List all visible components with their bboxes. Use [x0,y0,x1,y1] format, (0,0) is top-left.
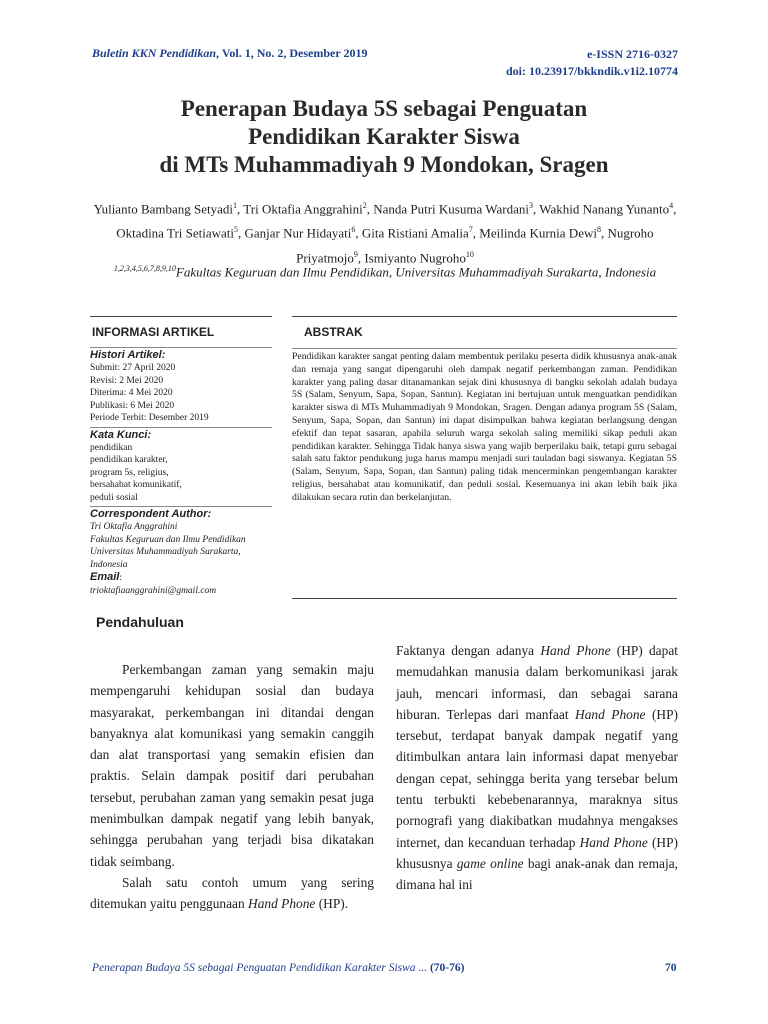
history-item: Submit: 27 April 2020 [90,363,176,373]
author-name: Ganjar Nur Hidayati [244,225,352,241]
paragraph: Perkembangan zaman yang semakin maju mempengaruhi kehidupan sosial dan budaya masyarakat, perkembangan ini ditandai dengan banyaknya alat komunikasi yang semakin canggih dan alat transportasi yang semakin efisien dan praktis. Selain dampak positif dari perubahan tersebut, perubahan zaman yang semakin pesat juga menimbulkan dampak negatif yang lebih banyak, sehingga perubahan yang terjadi bisa dikatakan tidak seimbang. [90,662,374,869]
history-item: Diterima: 4 Mei 2020 [90,388,173,398]
author-name: Nugroho Priyatmojo [296,225,654,265]
correspondent-line: Fakultas Keguruan dan Ilmu Pendidikan [90,534,246,545]
history-title: Histori Artikel: [90,349,166,361]
correspondent-line: Indonesia [90,559,128,570]
author-sup: 2 [362,201,367,210]
divider [292,598,677,599]
keywords-block [90,427,272,507]
author-name: Meilinda Kurnia Dewi [479,225,597,241]
journal-header [92,46,367,61]
info-heading: INFORMASI ARTIKEL [92,325,215,339]
author-name: Oktadina Tri Setiawati [116,225,235,241]
paragraph: Salah satu contoh umum yang sering ditemukan yaitu penggunaan Hand Phone (HP). [90,874,374,912]
author-name: Tri Oktafia Anggrahini [243,201,363,217]
paragraph: Faktanya dengan adanya Hand Phone (HP) dapat memudahkan manusia dalam berkomunikasi jarak jauh, mencari informasi, dan sebagai sarana hiburan. Terlepas dari manfaat Hand Phone (HP) tersebut, terdapat banyak dampak negatif yang ditimbulkan antara lain informasi dapat menyebar dengan cepat, sehingga berita yang tersebar belum tentu terbukti kebebenarannya, maraknya situs pornografi yang diakibatkan mudahnya mengakses internet, dan kecanduan terhadap Hand Phone (HP) khususnya game online bagi anak-anak dan remaja, dimana hal ini [396,643,678,893]
author-name: Nanda Putri Kusuma Wardani [373,201,529,217]
keyword-item: program 5s, religius, [90,467,169,478]
title-line-2: Pendidikan Karakter Siswa [248,124,520,149]
keyword-item: bersahabat komunikatif, [90,480,182,490]
correspondent-block: Correspondent Author: Tri Oktafia Anggrahini Fakultas Keguruan dan Ilmu Pendidikan Universitas Muhammadiyah Surakarta, Indonesia Email: trioktafiaanggrahini@gmail.com [90,506,272,599]
journal-volume: , Vol. 1, No. 2, Desember 2019 [216,46,368,60]
author-sup: 7 [468,225,473,235]
affiliation [90,259,680,281]
divider [90,316,272,317]
author-name: Yulianto Bambang Setyadi [93,201,234,217]
author-name: Gita Ristiani Amalia [361,225,469,241]
affiliation-text: Fakultas Keguruan dan Ilmu Pendidikan, Universitas Muhammadiyah Surakarta, Indonesia [175,264,657,280]
author-name: Wakhid Nanang Yunanto [539,201,670,217]
keywords-title: Kata Kunci: [90,428,152,441]
journal-identifiers [506,46,678,80]
journal-name: Buletin KKN Pendidikan [92,46,217,60]
affiliation-sup: 1,2,3,4,5,6,7,8,9,10 [113,264,176,273]
keyword-item: peduli sosial [90,492,138,503]
author-sup: 5 [234,225,239,235]
author-sup: 10 [465,249,474,259]
running-footer [92,962,464,974]
email-label: Email [90,571,120,583]
title-line-3: di MTs Muhammadiyah 9 Mondokan, Sragen [159,152,609,177]
page-range: (70-76) [429,962,465,974]
author-list: Yulianto Bambang Setyadi$^1$, Tri Oktafia Anggrahini$^2$, Nanda Putri Kusuma Wardani$^3$, Wakhid Nanang Yunanto$^4$, Oktadina Tri Setiawati$^5$, Ganjar Nur Hidayati$^6$, Gita Ristiani Amalia$^7$, Meilinda Kurnia Dewi$^8$, Nugroho Priyatmojo$^9$, Ismiyanto Nugroho$^{10}$ [93,201,677,265]
article-info [90,347,272,599]
divider [292,316,677,317]
title-line-1: Penerapan Budaya 5S sebagai Penguatan [180,96,588,121]
doi[interactable]: doi: 10.23917/bkkndik.v1i2.10774 [505,64,678,78]
author-name: Ismiyanto Nugroho [364,249,466,265]
correspondent-email[interactable]: trioktafiaanggrahini@gmail.com [90,585,217,596]
author-sup: 1 [233,201,238,210]
history-block [90,347,272,427]
section-title: Pendahuluan [96,614,184,630]
author-sup: 4 [669,201,674,210]
abstract-heading: ABSTRAK [304,325,363,339]
keyword-item: pendidikan karakter, [90,455,168,465]
abstract-text: Pendidikan karakter sangat penting dalam membentuk perilaku peserta didik khususnya anak-anak dan remaja yang sangat dipengaruhi oleh dampak negatif perkembangan zaman. Pendidikan karakter yang paling dasar ditanamankan sejak dini khususnya di bangku sekolah adalah budaya 5S (Salam, Senyum, Sapa, Sopan, Santun). Kegiatan ini bertujuan untuk menguatkan pendidikan karakter siswa di MTs Muhammadiyah 9 Mondokan, Sragen. Dengan adanya program 5S (Salam, Senyum, Sapa, Sopan, dan Santun) ini dapat disimpulkan bahwa kegiatan berlangsung dengan efektif dan tepat sasaran, apabila seluruh warga sekolah saling memiliki sikap peduli akan pendidikan karakter. Sehingga Tidak hanya siswa yang wajib berperilaku baik, tetapi guru sebagai salah satu faktor pendukung juga harus mampu menjadi suri tauladan bagi siswanya. Kegiatan 5S (Salam, Senyum, Sapa, Sopan, dan Santun) paling tidak mencerminkan pengembangan karakter religius, bersahabat atau komunikatif, dan peduli sosial. Kesemuanya ini akan lebih baik jika dilakukan secara rutin dan berkelanjutan. [292,348,677,505]
history-item: Revisi: 2 Mei 2020 [90,375,164,386]
history-item: Periode Terbit: Desember 2019 [90,413,209,423]
keyword-item: pendidikan [90,442,133,453]
author-sup: 8 [596,225,601,235]
author-sup: 9 [353,249,358,259]
correspondent-line: Universitas Muhammadiyah Surakarta, [90,547,241,557]
page-number: 70 [665,962,677,974]
left-column [90,659,374,915]
eissn: e-ISSN 2716-0327 [586,47,678,61]
correspondent-title: Correspondent Author: [90,508,212,520]
paper-title [60,95,708,179]
author-sup: 3 [528,201,533,210]
author-sup: 6 [351,225,356,235]
correspondent-line: Tri Oktafia Anggrahini [90,522,178,532]
right-column [396,640,678,896]
history-item: Publikasi: 6 Mei 2020 [90,400,175,411]
running-title: Penerapan Budaya 5S sebagai Penguatan Pendidikan Karakter Siswa ... [92,962,430,974]
